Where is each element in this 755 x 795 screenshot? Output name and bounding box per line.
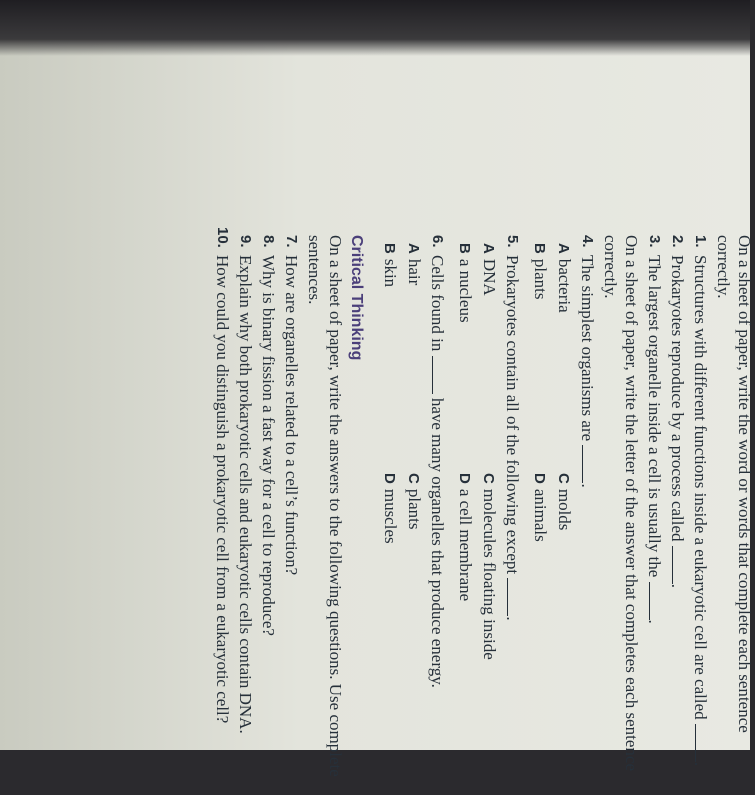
option: Da cell membrane <box>456 473 475 602</box>
question-number: 6. <box>429 235 446 248</box>
question-text: How are organelles related to a cell’s function? <box>282 255 301 576</box>
question-3 <box>644 235 665 795</box>
question-text: Prokaryotes contain all of the following except <box>503 255 522 575</box>
page-edge-shadow <box>0 0 750 56</box>
question-4 <box>577 235 598 795</box>
instructions-multiple-choice: On a sheet of paper, write the letter of the answer that completes each sentence correctly. <box>601 235 641 771</box>
option: Abacteria <box>555 243 574 313</box>
question-7 <box>281 235 302 795</box>
question-number: 4. <box>579 235 596 248</box>
answer-blank <box>582 445 597 483</box>
question-end: . <box>503 616 522 621</box>
question-10 <box>212 227 233 795</box>
question-text: Why is binary fission a fast way for a cell to reproduce? <box>259 255 278 636</box>
question-1 <box>690 235 711 795</box>
option: Ba nucleus <box>456 243 475 323</box>
option: ADNA <box>480 243 499 296</box>
question-9 <box>235 235 256 795</box>
option: Ahair <box>405 243 424 286</box>
question-number: 10. <box>214 227 231 248</box>
answer-blank <box>672 546 687 584</box>
answer-blank <box>649 582 664 620</box>
answer-options <box>527 235 575 795</box>
question-end: have many organelles that produce energy. <box>428 397 447 688</box>
question-5 <box>502 235 523 795</box>
option: Bskin <box>381 243 400 288</box>
question-number: 7. <box>283 235 300 248</box>
question-end: . <box>645 619 664 624</box>
critical-thinking-instructions: On a sheet of paper, write the answers to the following questions. Use complete sentences. <box>305 235 345 777</box>
answer-blank <box>507 578 522 616</box>
question-number: 5. <box>504 235 521 248</box>
question-end: . <box>578 483 597 488</box>
critical-thinking-heading: Critical Thinking <box>348 235 365 361</box>
option: Bplants <box>531 243 550 300</box>
question-8 <box>258 235 279 795</box>
question-number: 9. <box>237 235 254 248</box>
question-number: 2. <box>669 235 686 248</box>
question-end: . <box>691 761 710 767</box>
answer-blank <box>695 724 710 762</box>
question-text: Structures with different functions inside a eukaryotic cell are called <box>691 255 710 720</box>
question-text: Prokaryotes reproduce by a process called <box>668 255 687 542</box>
question-2 <box>667 235 688 795</box>
option: Danimals <box>531 473 550 542</box>
question-number: 3. <box>646 235 663 248</box>
answer-options <box>377 235 425 795</box>
question-text: The simplest organisms are <box>578 255 597 442</box>
answer-blank <box>432 356 447 394</box>
answer-options <box>452 235 500 795</box>
question-6 <box>427 235 448 795</box>
option: Cmolecules floating inside <box>480 473 499 660</box>
question-end: . <box>668 583 687 589</box>
review-questions <box>15 227 755 795</box>
question-number: 1. <box>692 235 709 248</box>
question-text: The largest organelle inside a cell is usually the <box>645 255 664 578</box>
question-text: How could you distinguish a prokaryotic cell from a eukaryotic cell? <box>213 255 232 724</box>
option: Cmolds <box>555 473 574 531</box>
instructions-fill-in: On a sheet of paper, write the word or words that complete each sentence correctly. <box>714 235 754 733</box>
question-text: Explain why both prokaryotic cells and eukaryotic cells contain DNA. <box>236 255 255 734</box>
question-number: 8. <box>260 235 277 248</box>
question-text: Cells found in <box>428 255 447 352</box>
option: Dmuscles <box>381 473 400 544</box>
option: Cplants <box>405 473 424 530</box>
